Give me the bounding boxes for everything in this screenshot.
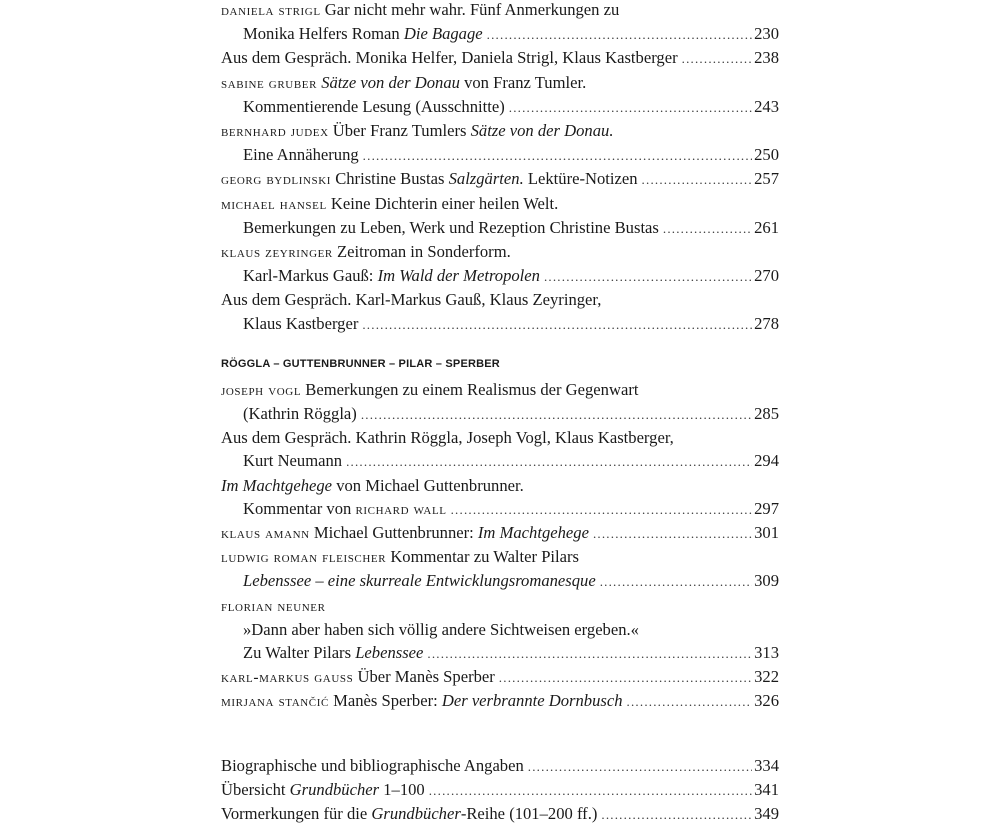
entry-title: Gar nicht mehr wahr. Fünf Anmerkungen zu bbox=[320, 0, 620, 19]
entry-title-rest: 1–100 bbox=[379, 779, 425, 799]
author-name: daniela strigl bbox=[221, 2, 321, 19]
leader-dots bbox=[544, 265, 752, 288]
work-title: Der verbrannte Dornbusch bbox=[441, 691, 623, 711]
page-number: 326 bbox=[754, 691, 779, 711]
entry-title: Über Franz Tumlers bbox=[328, 121, 471, 141]
entry-title: Eine Annäherung bbox=[243, 145, 359, 165]
page-number: 278 bbox=[754, 313, 779, 333]
page-number: 294 bbox=[754, 451, 779, 471]
leader-dots bbox=[429, 779, 752, 802]
leader-dots bbox=[593, 522, 752, 545]
work-title: Grundbücher bbox=[289, 779, 380, 799]
entry-title: Kommentar von bbox=[243, 498, 356, 518]
entry-title: (Kathrin Röggla) bbox=[243, 404, 357, 424]
entry-title: Kommentar zu Walter Pilars bbox=[386, 547, 579, 567]
leader-dots bbox=[362, 313, 752, 336]
work-title: Lebenssee – eine skurreale Entwicklungsromanesque bbox=[243, 571, 596, 591]
page-number: 309 bbox=[754, 571, 779, 591]
page-number: 297 bbox=[754, 498, 779, 518]
leader-dots bbox=[601, 803, 752, 826]
work-title: Im Wald der Metropolen bbox=[377, 266, 540, 286]
work-title: Salzgärten. bbox=[448, 169, 524, 189]
page-number: 322 bbox=[754, 667, 779, 687]
entry-title: von Franz Tumler. bbox=[459, 72, 587, 92]
author-name: michael hansel bbox=[221, 195, 327, 213]
leader-dots bbox=[499, 666, 752, 689]
entry-title: Aus dem Gespräch. Kathrin Röggla, Joseph Vogl, Klaus Kastberger, bbox=[221, 428, 674, 448]
leader-dots bbox=[528, 755, 752, 778]
entry-title: Aus dem Gespräch. Karl-Markus Gauß, Klaus Zeyringer, bbox=[221, 290, 602, 310]
page-number: 301 bbox=[754, 523, 779, 543]
leader-dots bbox=[363, 144, 752, 167]
page-number: 313 bbox=[754, 643, 779, 663]
toc-entry-fleischer bbox=[221, 545, 779, 593]
entry-title: Michael Guttenbrunner: bbox=[309, 523, 478, 543]
author-name: karl-markus gauss bbox=[221, 669, 354, 687]
entry-title: Keine Dichterin einer heilen Welt. bbox=[326, 193, 559, 213]
leader-dots bbox=[509, 96, 752, 119]
entry-title: Biographische und bibliographische Angaben bbox=[221, 755, 524, 775]
page-number: 238 bbox=[754, 48, 779, 68]
table-of-contents bbox=[221, 0, 779, 826]
page-number: 270 bbox=[754, 266, 779, 286]
work-title: Grundbücher bbox=[371, 804, 461, 824]
entry-title: Übersicht bbox=[221, 779, 290, 799]
entry-title: Bemerkungen zu einem Realismus der Gegenwart bbox=[301, 379, 639, 399]
toc-entry-vogl bbox=[221, 378, 779, 426]
toc-entry-biographische bbox=[221, 754, 779, 778]
page-number: 230 bbox=[754, 24, 779, 44]
leader-dots bbox=[682, 47, 752, 70]
page-number: 341 bbox=[754, 779, 779, 799]
page-number: 257 bbox=[754, 169, 779, 189]
toc-entry-bydlinski bbox=[221, 167, 779, 191]
author-name: georg bydlinski bbox=[221, 171, 332, 189]
work-title: Lebenssee bbox=[355, 643, 424, 663]
entry-title: Christine Bustas bbox=[331, 169, 449, 189]
toc-entry-uebersicht bbox=[221, 778, 779, 802]
author-name: bernhard judex bbox=[221, 123, 329, 141]
entry-title: »Dann aber haben sich völlig andere Sichtweisen ergeben.« bbox=[243, 619, 639, 639]
author-name: joseph vogl bbox=[221, 381, 302, 399]
page-number: 334 bbox=[754, 755, 779, 775]
toc-entry-strigl bbox=[221, 0, 779, 46]
author-name: klaus amann bbox=[221, 525, 310, 543]
entry-title: Monika Helfers Roman bbox=[243, 24, 404, 44]
toc-entry-amann bbox=[221, 521, 779, 545]
toc-entry-gruber bbox=[221, 71, 779, 119]
work-title: Die Bagage bbox=[403, 24, 483, 44]
leader-dots bbox=[663, 217, 752, 240]
entry-title: Kommentierende Lesung (Ausschnitte) bbox=[243, 96, 505, 116]
leader-dots bbox=[600, 570, 752, 593]
toc-entry-gauss-gespraech bbox=[221, 288, 779, 335]
page-number: 261 bbox=[754, 217, 779, 237]
toc-entry-hansel bbox=[221, 192, 779, 240]
leader-dots bbox=[451, 498, 753, 521]
work-title: Im Machtgehege bbox=[221, 475, 333, 495]
toc-entry-neuner bbox=[221, 594, 779, 666]
entry-title: Bemerkungen zu Leben, Werk und Rezeption Christine Bustas bbox=[243, 217, 659, 237]
entry-title: von Michael Guttenbrunner. bbox=[332, 475, 524, 495]
entry-title-rest: -Reihe (101–200 ff.) bbox=[460, 804, 598, 824]
leader-dots bbox=[627, 690, 753, 713]
entry-title: Manès Sperber: bbox=[328, 691, 442, 711]
author-name: richard wall bbox=[355, 500, 447, 518]
entry-title: Vormerkungen für die bbox=[221, 804, 372, 824]
toc-entry-vormerkungen bbox=[221, 802, 779, 826]
author-name: mirjana stančić bbox=[221, 693, 329, 711]
leader-dots bbox=[642, 168, 753, 191]
leader-dots bbox=[361, 403, 752, 426]
author-name: ludwig roman fleischer bbox=[221, 549, 387, 567]
entry-title: Karl-Markus Gauß: bbox=[243, 266, 378, 286]
author-name: klaus zeyringer bbox=[221, 244, 333, 262]
page-number: 285 bbox=[754, 404, 779, 424]
entry-title: Zeitroman in Sonderform. bbox=[332, 242, 511, 262]
toc-entry-judex bbox=[221, 119, 779, 167]
entry-title: Aus dem Gespräch. Monika Helfer, Daniela Strigl, Klaus Kastberger bbox=[221, 48, 678, 68]
leader-dots bbox=[427, 642, 752, 665]
entry-title: Kurt Neumann bbox=[243, 451, 343, 471]
toc-entry-gauss-sperber bbox=[221, 665, 779, 689]
entry-title: Klaus Kastberger bbox=[243, 313, 359, 333]
spacer bbox=[221, 714, 779, 754]
section-heading: RÖGGLA – GUTTENBRUNNER – PILAR – SPERBER bbox=[221, 357, 500, 370]
work-title: Im Machtgehege bbox=[477, 523, 589, 543]
toc-entry-roeggla-gespraech bbox=[221, 426, 779, 473]
leader-dots bbox=[487, 23, 752, 46]
author-name: sabine gruber bbox=[221, 74, 318, 92]
toc-entry-machtgehege bbox=[221, 474, 779, 521]
toc-entry-helfer-gespraech bbox=[221, 46, 779, 70]
entry-title: Über Manès Sperber bbox=[353, 667, 495, 687]
page-number: 349 bbox=[754, 804, 779, 824]
work-title: Sätze von der Donau bbox=[321, 72, 460, 92]
page-number: 243 bbox=[754, 96, 779, 116]
entry-title: Zu Walter Pilars bbox=[243, 643, 356, 663]
leader-dots bbox=[346, 450, 752, 473]
page-number: 250 bbox=[754, 145, 779, 165]
toc-entry-stancic bbox=[221, 689, 779, 713]
toc-entry-zeyringer bbox=[221, 240, 779, 288]
entry-title-rest: Lektüre-Notizen bbox=[523, 169, 638, 189]
author-name: florian neuner bbox=[221, 597, 326, 615]
work-title: Sätze von der Donau. bbox=[470, 121, 614, 141]
